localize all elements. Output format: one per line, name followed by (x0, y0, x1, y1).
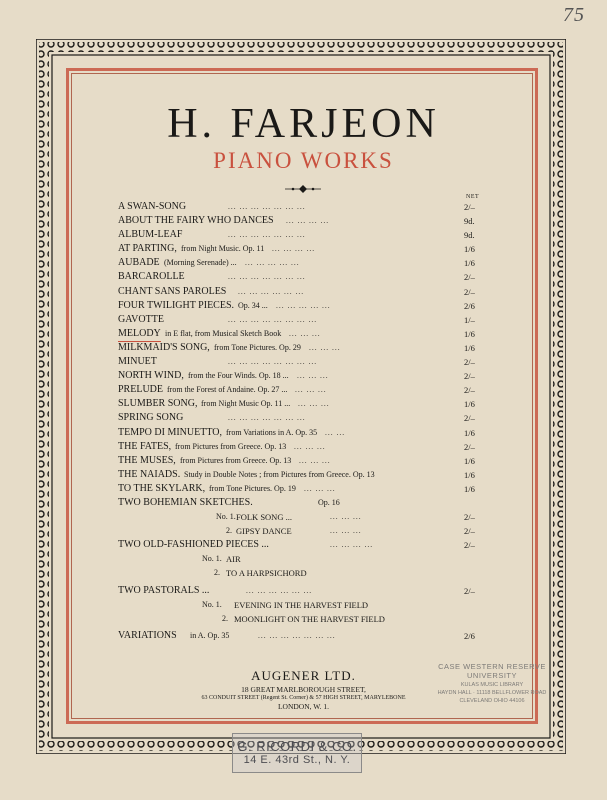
work-title: AT PARTING, (118, 243, 177, 255)
work-title: FOLK SONG ... (236, 512, 292, 523)
item-number: No. 1. (216, 512, 236, 522)
page-subtitle: PIANO WORKS (213, 148, 394, 173)
item-number: 2. (226, 526, 232, 536)
work-title: TO A HARPSICHORD (226, 568, 307, 579)
list-item (118, 285, 488, 299)
leader-dots: ... ... ... ... ... ... ... (228, 202, 306, 211)
work-title: SPRING SONG (118, 412, 184, 424)
work-price: 1/– (464, 314, 475, 325)
work-title: PRELUDE (118, 384, 163, 396)
list-item (118, 482, 488, 496)
work-price: 2/– (464, 585, 475, 596)
work-detail: from Pictures from Greece. Op. 13 (175, 441, 287, 451)
leader-dots: ... ... ... (330, 526, 362, 536)
work-detail: from Tone Pictures. Op. 19 (209, 483, 296, 493)
work-price: 1/6 (464, 258, 475, 269)
work-title: TWO OLD-FASHIONED PIECES ... (118, 539, 269, 551)
work-price: 2/– (464, 357, 475, 368)
list-item (118, 270, 488, 284)
leader-dots: ... ... ... (295, 385, 327, 395)
list-item (118, 598, 488, 612)
leader-dots: ... ... ... (294, 441, 326, 451)
list-item (118, 355, 488, 369)
list-item (118, 383, 488, 397)
leader-dots: ... ... ... ... ... (276, 300, 331, 310)
item-number: No. 1. (202, 554, 222, 564)
work-title: TO THE SKYLARK, (118, 482, 206, 494)
work-title: EVENING IN THE HARVEST FIELD (234, 599, 369, 610)
work-opus: Op. 16 (318, 497, 340, 507)
list-item (118, 612, 488, 626)
work-title: ALBUM-LEAF (118, 229, 183, 241)
work-detail: (Morning Serenade) ... (164, 258, 237, 268)
work-detail: from the Forest of Andaine. Op. 27 ... (167, 385, 288, 395)
work-price: 1/6 (464, 469, 475, 480)
list-item (118, 538, 488, 552)
work-title: MELODY (118, 327, 161, 342)
list-item (118, 313, 488, 327)
publisher-city: LONDON, W. 1. (277, 702, 330, 711)
list-item (118, 510, 488, 524)
list-item (118, 242, 488, 256)
item-number: 2. (222, 613, 228, 623)
leader-dots: ... ... ... ... ... (245, 258, 300, 268)
work-price: 1/6 (464, 328, 475, 339)
list-item (118, 454, 488, 468)
item-number: No. 1. (202, 599, 222, 609)
dealer-address: 14 E. 43rd St., N. Y. (243, 754, 351, 766)
work-title: MOONLIGHT ON THE HARVEST FIELD (234, 613, 385, 624)
work-detail: in E flat, from Musical Sketch Book (165, 328, 282, 338)
work-detail: from the Four Winds. Op. 18 ... (188, 371, 289, 381)
work-detail: Study in Double Notes ; from Pictures from Greece. Op. 13 (184, 469, 375, 479)
publisher-address-1: 18 GREAT MARLBOROUGH STREET, (241, 685, 366, 694)
leader-dots: ... ... ... (289, 328, 321, 338)
leader-dots: ... ... ... ... ... ... (246, 585, 313, 595)
work-price: 1/6 (464, 455, 475, 466)
work-title: AUBADE (118, 257, 160, 269)
list-item (118, 496, 488, 510)
list-item (118, 369, 488, 383)
work-title: MINUET (118, 356, 157, 368)
work-price: 2/– (464, 286, 475, 297)
library-stamp-line: KULAS MUSIC LIBRARY (460, 682, 524, 688)
leader-dots: ... ... ... (299, 455, 331, 465)
library-stamp (422, 662, 562, 704)
work-price: 1/6 (464, 342, 475, 353)
work-title: GAVOTTE (118, 313, 164, 325)
list-item (118, 426, 488, 440)
work-title: TEMPO DI MINUETTO, (118, 426, 222, 438)
work-title: THE NAIADS. (118, 468, 181, 480)
list-item (118, 228, 488, 242)
work-price: 9d. (464, 216, 475, 227)
leader-dots: ... ... ... ... (272, 244, 316, 254)
work-price: 2/– (464, 272, 475, 283)
work-title: TWO PASTORALS ... (118, 584, 210, 596)
leader-dots: ... ... ... ... ... ... ... ... (228, 357, 318, 367)
leader-dots: ... ... ... (309, 342, 341, 352)
leader-dots: ... ... ... ... ... ... ... (228, 272, 306, 282)
work-price: 1/6 (464, 427, 475, 438)
work-price: 9d. (464, 230, 475, 241)
leader-dots: ... ... ... ... ... ... ... (228, 413, 306, 423)
work-price: 1/6 (464, 483, 475, 494)
works-list (118, 200, 488, 643)
dealer-stamp (232, 733, 362, 773)
work-title: A SWAN-SONG (118, 201, 187, 212)
list-item (118, 200, 488, 214)
work-title: SLUMBER SONG, (118, 398, 198, 410)
library-stamp-line: CASE WESTERN RESERVE UNIVERSITY (438, 662, 546, 680)
work-detail: from Variations in A. Op. 35 (226, 427, 318, 437)
list-item (118, 256, 488, 270)
list-item (118, 299, 488, 313)
list-item (118, 468, 488, 482)
work-title: GIPSY DANCE (236, 526, 292, 537)
work-price: 2/6 (464, 630, 475, 641)
work-title: THE MUSES, (118, 454, 176, 466)
list-item (118, 629, 488, 643)
list-item (118, 341, 488, 355)
work-title: TWO BOHEMIAN SKETCHES. (118, 496, 253, 508)
work-detail: in A. Op. 35 (190, 630, 230, 640)
work-title: FOUR TWILIGHT PIECES. (118, 299, 235, 311)
leader-dots: ... ... ... ... ... ... (238, 286, 305, 296)
work-price: 2/6 (464, 300, 475, 311)
list-item (118, 440, 488, 454)
work-title: ABOUT THE FAIRY WHO DANCES (118, 215, 274, 227)
composer-name: H. FARJEON (167, 101, 440, 147)
library-stamp-line: HAYDN HALL · 11118 BELLFLOWER ROAD (437, 690, 547, 696)
leader-dots: ... ... ... (330, 512, 362, 522)
work-detail: Op. 34 ... (238, 300, 268, 310)
work-detail: from Night Music Op. 11 ... (201, 399, 291, 409)
work-title: AIR (226, 554, 241, 565)
list-item (118, 552, 488, 566)
leader-dots: ... ... ... ... ... ... ... (258, 630, 336, 640)
list-item (118, 397, 488, 411)
leader-dots: ... ... ... ... (330, 540, 374, 550)
dealer-name: G. RICORDI & CO. (237, 739, 357, 754)
work-price: 1/6 (464, 244, 475, 255)
work-price: 2/– (464, 512, 475, 523)
work-detail: from Night Music. Op. 11 (181, 244, 265, 254)
list-item (118, 524, 488, 538)
work-title: VARIATIONS (118, 629, 177, 641)
work-price: 2/– (464, 202, 475, 212)
pencil-mark: 75 (563, 4, 585, 26)
work-price: 2/– (464, 413, 475, 424)
library-stamp-line: CLEVELAND OHIO 44106 (459, 698, 525, 704)
net-price-label: NET (466, 194, 480, 200)
work-price: 2/– (464, 441, 475, 452)
work-title: BARCAROLLE (118, 271, 185, 283)
leader-dots: ... ... (325, 427, 346, 437)
work-price: 2/– (464, 371, 475, 382)
work-title: THE FATES, (118, 440, 172, 452)
work-title: CHANT SANS PAROLES (118, 285, 227, 297)
work-detail: from Pictures from Greece. Op. 13 (180, 455, 292, 465)
leader-dots: ... ... ... (304, 483, 336, 493)
leader-dots: ... ... ... ... (286, 216, 330, 226)
work-detail: from Tone Pictures. Op. 29 (214, 342, 301, 352)
list-item (118, 214, 488, 228)
work-title: NORTH WIND, (118, 370, 184, 382)
leader-dots: ... ... ... (297, 371, 329, 381)
work-price: 2/– (464, 526, 475, 537)
leader-dots: ... ... ... (298, 399, 330, 409)
list-item (118, 584, 488, 598)
list-item (118, 566, 488, 580)
publisher-address-2: 63 CONDUIT STREET (Regent St. Corner) & 57 HIGH STREET, MARYLEBONE (201, 695, 406, 701)
work-title: MILKMAID'S SONG, (118, 341, 210, 353)
list-item (118, 411, 488, 425)
work-price: 2/– (464, 540, 475, 551)
item-number: 2. (214, 568, 220, 578)
leader-dots: ... ... ... ... ... ... ... (228, 230, 306, 240)
list-item (118, 327, 488, 341)
publisher-name: AUGENER LTD. (251, 668, 356, 683)
leader-dots: ... ... ... ... ... ... ... ... (228, 314, 318, 324)
ornament-divider (283, 184, 323, 194)
work-price: 2/– (464, 385, 475, 396)
work-price: 1/6 (464, 399, 475, 410)
